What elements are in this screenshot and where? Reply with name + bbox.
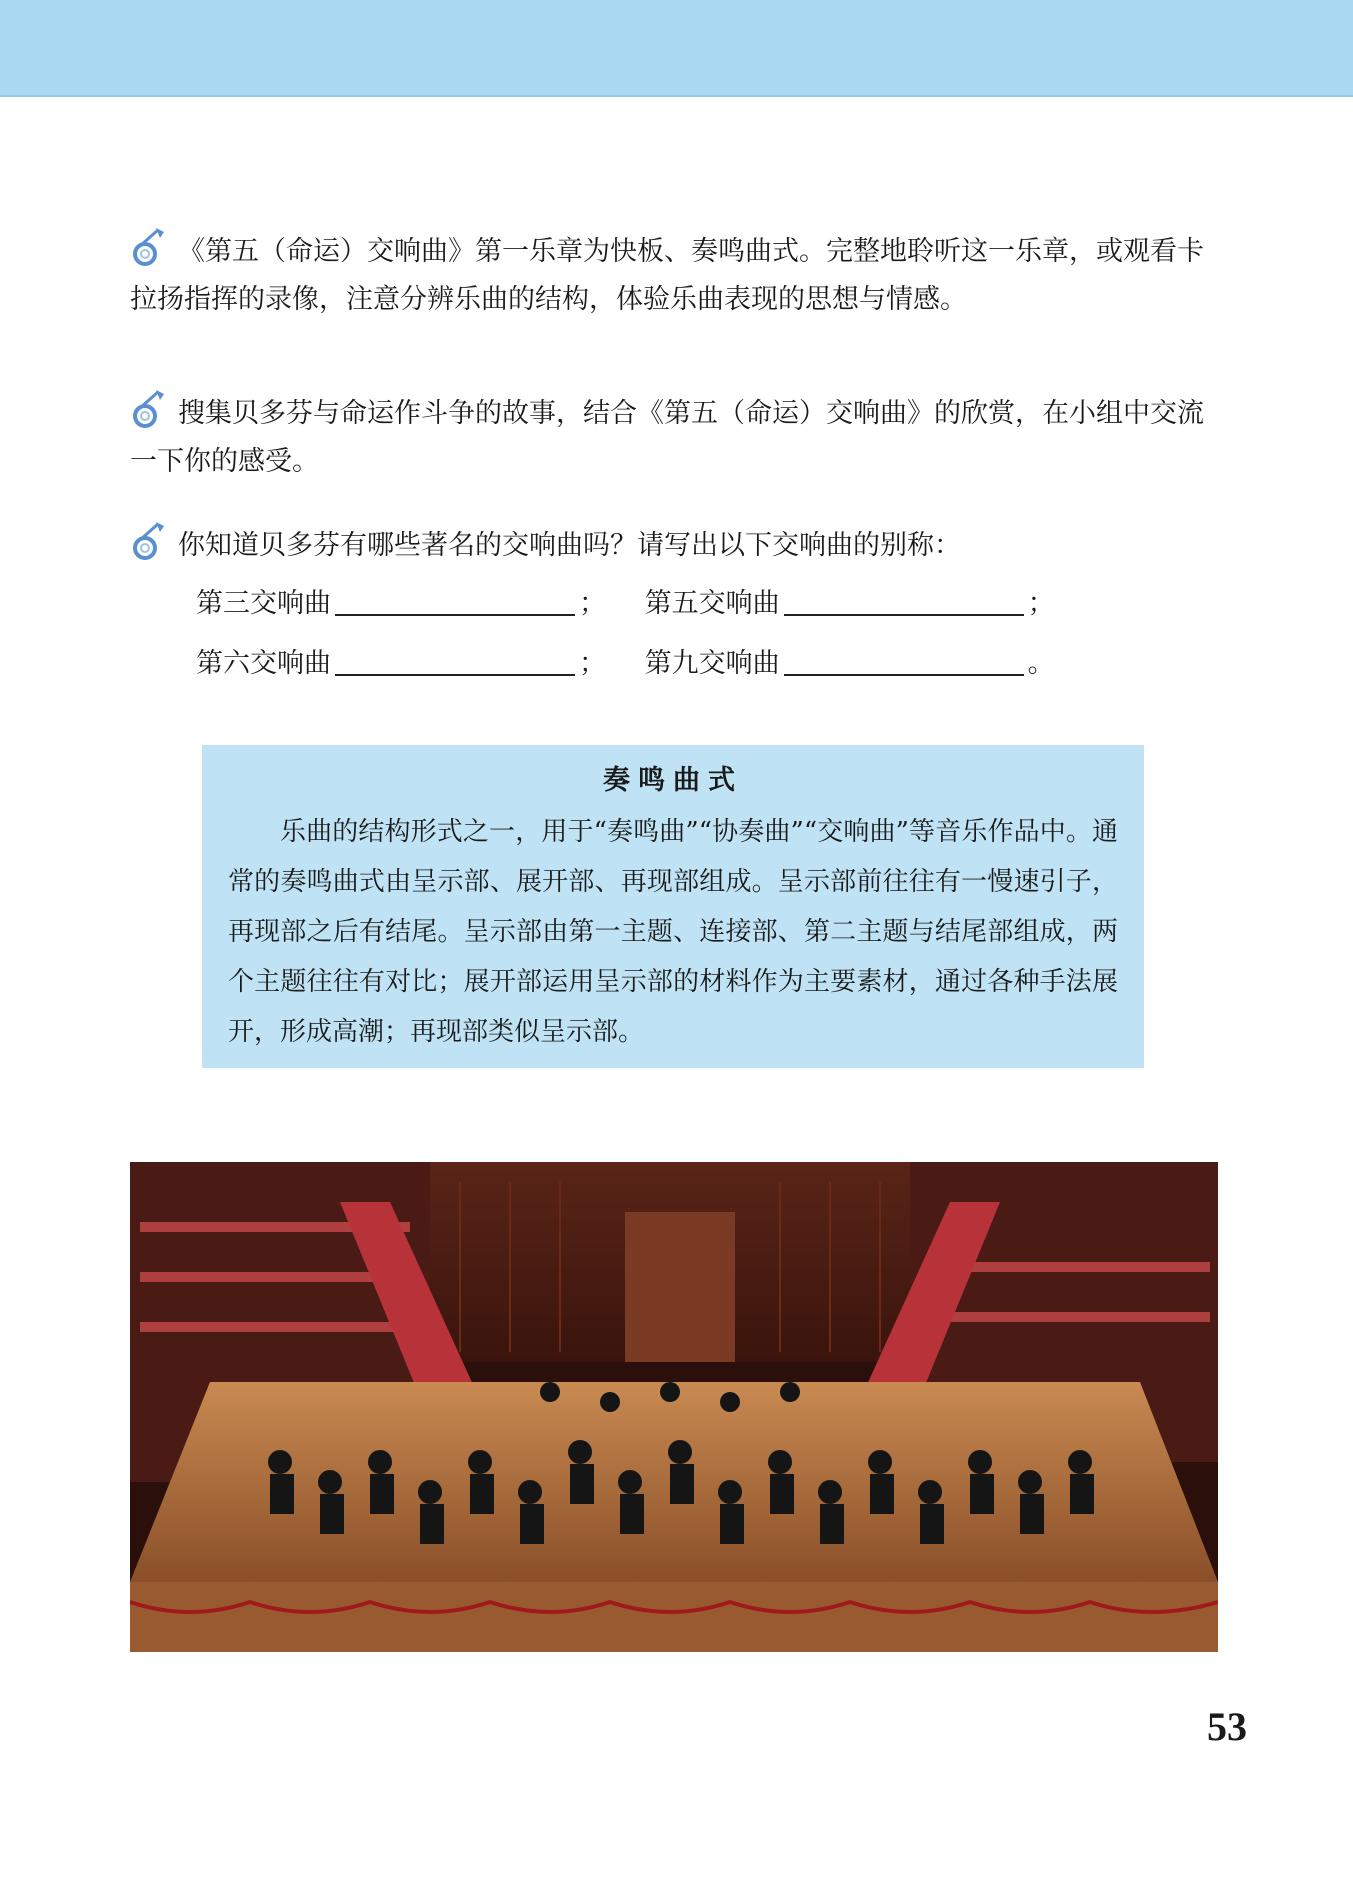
blank-item	[196, 580, 606, 628]
concert-hall-illustration	[130, 1162, 1218, 1652]
definition-title: 奏鸣曲式	[603, 765, 743, 796]
blank-punct: ；	[1027, 588, 1055, 619]
answer-blank[interactable]	[784, 584, 1024, 616]
orchestra-photo	[130, 1162, 1218, 1652]
answer-blank[interactable]	[335, 644, 575, 676]
blank-label: 第九交响曲	[644, 648, 780, 679]
horn-icon	[130, 520, 170, 562]
blank-item	[196, 640, 606, 688]
definition-body: 乐曲的结构形式之一，用于“奏鸣曲”“协奏曲”“交响曲”等音乐作品中。通常的奏鸣曲式由呈示部、展开部、再现部组成。呈示部前往往有一慢速引子，再现部之后有结尾。呈示部由第一主题、连接部、第二主题与结尾部组成，两个主题往往有对比；展开部运用呈示部的材料作为主要素材，通过各种手法展开，形成高潮；再现部类似呈示部。	[228, 817, 1118, 1047]
blank-item	[645, 580, 1055, 628]
horn-icon	[130, 226, 170, 268]
blank-label: 第五交响曲	[644, 588, 780, 619]
paragraph-text: 你知道贝多芬有哪些著名的交响曲吗？请写出以下交响曲的别称：	[178, 530, 961, 561]
paragraph-text: 搜集贝多芬与命运作斗争的故事，结合《第五（命运）交响曲》的欣赏，在小组中交流一下你的感受。	[130, 398, 1204, 477]
blank-punct: ；	[579, 588, 606, 619]
activity-paragraph-2	[130, 388, 1230, 486]
activity-paragraph-1	[130, 226, 1230, 324]
paragraph-text: 《第五（命运）交响曲》第一乐章为快板、奏鸣曲式。完整地聆听这一乐章，或观看卡拉扬指挥的录像，注意分辨乐曲的结构，体验乐曲表现的思想与情感。	[130, 236, 1204, 315]
answer-blank[interactable]	[335, 584, 575, 616]
blank-item	[645, 640, 1055, 688]
blank-punct: ；	[579, 648, 606, 679]
blank-punct: 。	[1027, 648, 1055, 679]
activity-paragraph-3	[130, 520, 1230, 570]
horn-icon	[130, 388, 170, 430]
definition-box	[202, 745, 1144, 1068]
header-band	[0, 0, 1353, 97]
blank-row-1	[196, 580, 1055, 628]
blank-label: 第三交响曲	[196, 588, 331, 619]
blank-row-2	[196, 640, 1055, 688]
blank-label: 第六交响曲	[196, 648, 331, 679]
page-number: 53	[1207, 1704, 1247, 1749]
answer-blank[interactable]	[784, 644, 1024, 676]
